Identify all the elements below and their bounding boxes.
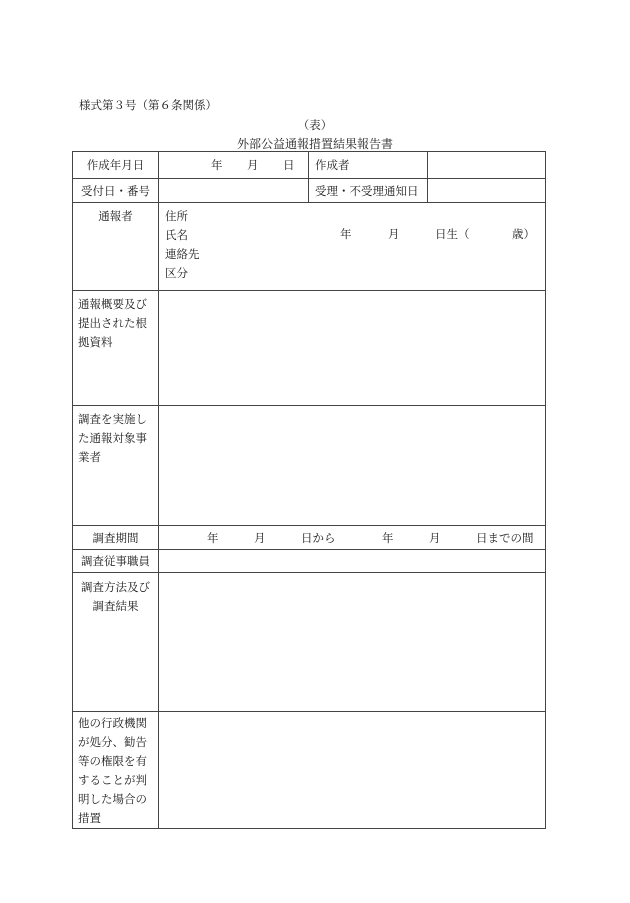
to-year-unit: 年 — [382, 531, 394, 545]
notifier-address-label: 住所 — [165, 209, 188, 223]
report-form-table — [72, 151, 546, 829]
other-agency-label: 他の行政機関 が処分、勧告 等の権限を有 することが判 明した場合の 措置 — [73, 712, 159, 829]
notifier-row — [73, 203, 546, 291]
creation-date-label: 作成年月日 — [73, 152, 159, 179]
staff-row — [73, 550, 546, 573]
investigated-label: 調査を実施し た通報対象事 業者 — [73, 406, 159, 526]
other-agency-row — [73, 712, 546, 829]
creation-year-unit: 年 — [211, 158, 223, 172]
creator-field[interactable] — [428, 152, 546, 179]
method-label: 調査方法及び 調査結果 — [73, 573, 159, 712]
creation-date-row — [73, 152, 546, 179]
creator-label: 作成者 — [309, 152, 428, 179]
summary-field[interactable] — [159, 291, 546, 406]
method-field[interactable] — [159, 573, 546, 712]
investigated-row — [73, 406, 546, 526]
age-unit: 歳） — [512, 227, 535, 241]
notifier-label: 通報者 — [73, 203, 159, 291]
summary-row — [73, 291, 546, 406]
creation-date-field[interactable] — [159, 152, 309, 179]
notifier-field[interactable] — [159, 203, 546, 291]
investigated-field[interactable] — [159, 406, 546, 526]
from-day-unit: 日から — [301, 531, 336, 545]
notification-date-field[interactable] — [428, 179, 546, 203]
receipt-row — [73, 179, 546, 203]
notifier-name-label: 氏名 — [165, 228, 188, 242]
from-month-unit: 月 — [254, 531, 266, 545]
period-field[interactable] — [159, 526, 546, 550]
receipt-number-label: 受付日・番号 — [73, 179, 159, 203]
notifier-category-label: 区分 — [165, 266, 188, 280]
form-number: 様式第３号（第６条関係） — [79, 98, 217, 112]
notifier-contact-label: 連絡先 — [165, 247, 200, 261]
front-side-label: （表） — [297, 118, 333, 132]
period-label: 調査期間 — [73, 526, 159, 550]
birth-year-unit: 年 — [340, 227, 352, 241]
creation-day-unit: 日 — [283, 158, 295, 172]
staff-label: 調査従事職員 — [73, 550, 159, 573]
other-agency-field[interactable] — [159, 712, 546, 829]
document-title: 外部公益通報措置結果報告書 — [236, 137, 393, 151]
period-row — [73, 526, 546, 550]
to-day-unit: 日までの間 — [476, 531, 534, 545]
birth-month-unit: 月 — [388, 227, 400, 241]
method-row — [73, 573, 546, 712]
notification-date-label: 受理・不受理通知日 — [309, 179, 428, 203]
birth-day-unit: 日生（ — [435, 227, 470, 241]
receipt-number-field[interactable] — [159, 179, 309, 203]
from-year-unit: 年 — [207, 531, 219, 545]
creation-month-unit: 月 — [247, 158, 259, 172]
to-month-unit: 月 — [429, 531, 441, 545]
staff-field[interactable] — [159, 550, 546, 573]
summary-label: 通報概要及び 提出された根 拠資料 — [73, 291, 159, 406]
